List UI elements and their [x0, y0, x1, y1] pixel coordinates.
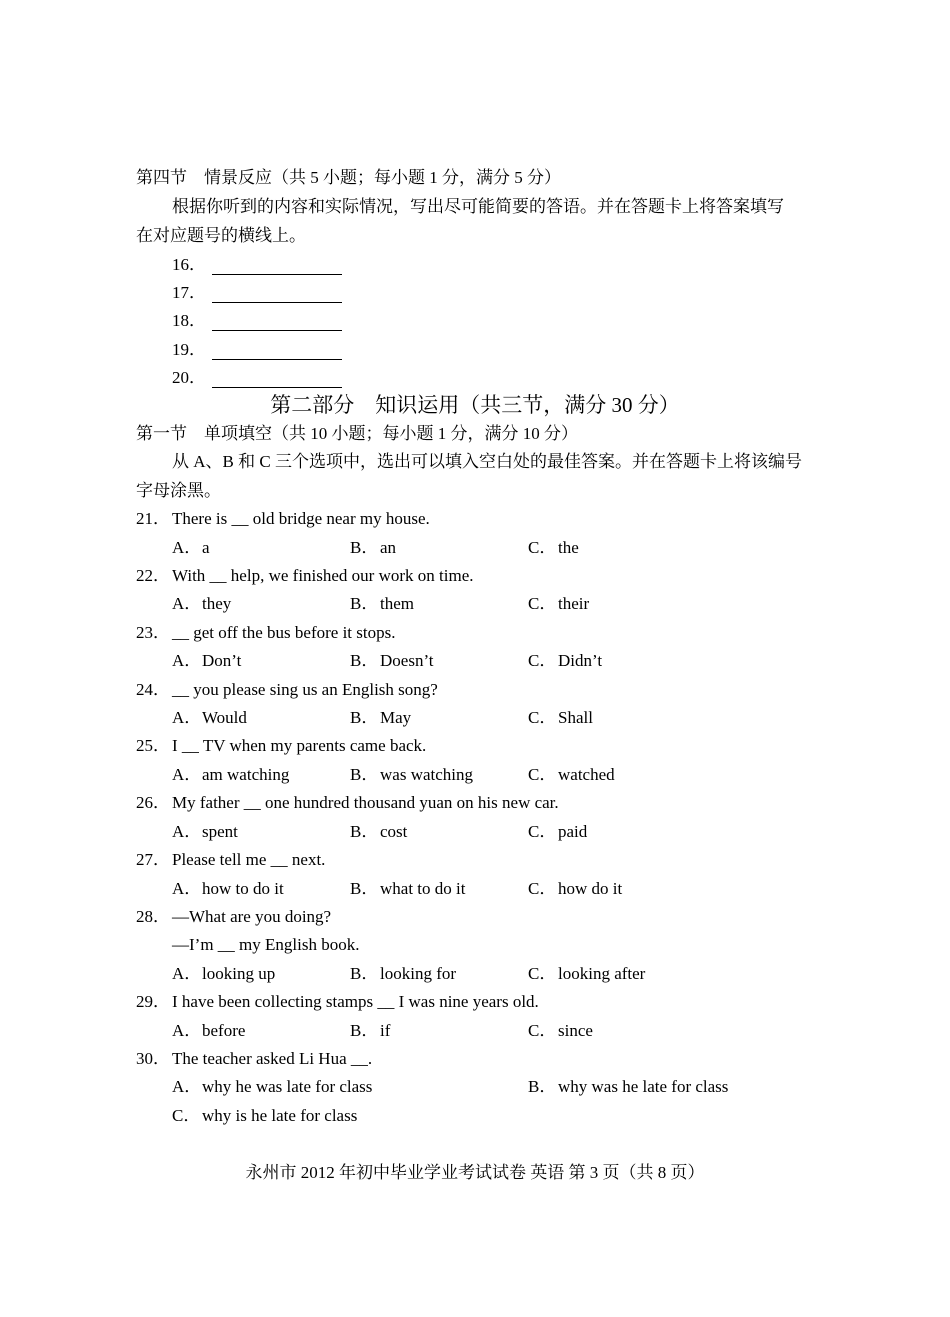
question-28-options: [172, 964, 872, 984]
option-b[interactable]: B．if: [350, 1021, 391, 1040]
question-stem: __ you please sing us an English song?: [172, 680, 438, 699]
question-stem: With __ help, we finished our work on time.: [172, 566, 474, 585]
option-a[interactable]: A．am watching: [172, 765, 290, 784]
question-number: 23．: [136, 623, 170, 642]
option-c[interactable]: C．Shall: [528, 708, 593, 727]
blank-number: 19．: [172, 340, 206, 359]
option-a[interactable]: A．Don’t: [172, 651, 242, 670]
blank-line: [212, 343, 342, 360]
question-23: [136, 623, 395, 643]
section4-instruction-line2: 在对应题号的横线上。: [136, 226, 306, 245]
question-28-stem-line2: —I’m __ my English book.: [172, 935, 360, 954]
option-b[interactable]: B．why was he late for class: [528, 1077, 729, 1096]
option-c[interactable]: C．paid: [528, 822, 588, 841]
question-21-options: [172, 538, 872, 558]
question-number: 22．: [136, 566, 170, 585]
question-stem: __ get off the bus before it stops.: [172, 623, 396, 642]
question-30: [136, 1049, 372, 1069]
question-stem: —What are you doing?: [172, 907, 332, 926]
question-22-options: [172, 594, 872, 614]
question-27-options: [172, 879, 872, 899]
blank-number: 18．: [172, 311, 206, 330]
option-b[interactable]: B．looking for: [350, 964, 457, 983]
answer-blank-18[interactable]: [172, 311, 342, 331]
option-a[interactable]: A．they: [172, 594, 232, 613]
question-25: [136, 736, 426, 756]
question-number: 29．: [136, 992, 170, 1011]
option-c[interactable]: C．Didn’t: [528, 651, 603, 670]
question-stem: My father __ one hundred thousand yuan on his new car.: [172, 793, 559, 812]
blank-number: 16．: [172, 255, 206, 274]
answer-blank-16[interactable]: [172, 255, 342, 275]
question-stem: I have been collecting stamps __ I was nine years old.: [172, 992, 539, 1011]
option-b[interactable]: B．May: [350, 708, 412, 727]
blank-number: 17．: [172, 283, 206, 302]
question-number: 30．: [136, 1049, 170, 1068]
option-a[interactable]: A．how to do it: [172, 879, 284, 898]
question-stem: There is __ old bridge near my house.: [172, 509, 430, 528]
section1-instruction-line1: 从 A、B 和 C 三个选项中，选出可以填入空白处的最佳答案。并在答题卡上将该编号: [172, 452, 802, 471]
question-stem: I __ TV when my parents came back.: [172, 736, 427, 755]
blank-line: [212, 258, 342, 275]
option-a[interactable]: A．why he was late for class: [172, 1077, 373, 1096]
question-29: [136, 992, 539, 1012]
option-c[interactable]: C．why is he late for class: [172, 1106, 358, 1125]
question-number: 25．: [136, 736, 170, 755]
page-footer: 永州市 2012 年初中毕业学业考试试卷 英语 第 3 页（共 8 页）: [245, 1163, 705, 1182]
question-number: 28．: [136, 907, 170, 926]
option-b[interactable]: B．an: [350, 538, 397, 557]
part2-title: 第二部分 知识运用（共三节，满分 30 分）: [270, 393, 680, 417]
question-24-options: [172, 708, 872, 728]
blank-line: [212, 286, 342, 303]
question-number: 26．: [136, 793, 170, 812]
question-23-options: [172, 651, 872, 671]
section4-heading: 第四节 情景反应（共 5 小题；每小题 1 分，满分 5 分）: [136, 168, 561, 187]
question-27: [136, 850, 325, 870]
blank-line: [212, 371, 342, 388]
option-c[interactable]: C．looking after: [528, 964, 646, 983]
question-30-options-row2: [172, 1106, 872, 1126]
question-26: [136, 793, 559, 813]
answer-blank-17[interactable]: [172, 283, 342, 303]
blank-line: [212, 314, 342, 331]
answer-blank-19[interactable]: [172, 340, 342, 360]
option-b[interactable]: B．them: [350, 594, 414, 613]
option-b[interactable]: B．cost: [350, 822, 408, 841]
blank-number: 20．: [172, 368, 206, 387]
option-c[interactable]: C．their: [528, 594, 590, 613]
question-30-options-row1: [172, 1077, 872, 1097]
question-number: 27．: [136, 850, 170, 869]
question-26-options: [172, 822, 872, 842]
section1-heading: 第一节 单项填空（共 10 小题；每小题 1 分，满分 10 分）: [136, 424, 578, 443]
section4-instruction-line1: 根据你听到的内容和实际情况，写出尽可能简要的答语。并在答题卡上将答案填写: [172, 197, 784, 216]
option-c[interactable]: C．how do it: [528, 879, 623, 898]
option-c[interactable]: C．watched: [528, 765, 615, 784]
question-21: [136, 509, 430, 529]
option-c[interactable]: C．since: [528, 1021, 593, 1040]
answer-blank-20[interactable]: [172, 368, 342, 388]
option-a[interactable]: A．looking up: [172, 964, 276, 983]
option-b[interactable]: B．was watching: [350, 765, 474, 784]
question-number: 24．: [136, 680, 170, 699]
option-a[interactable]: A．a: [172, 538, 210, 557]
question-28: [136, 907, 331, 927]
option-c[interactable]: C．the: [528, 538, 579, 557]
question-stem: Please tell me __ next.: [172, 850, 326, 869]
option-b[interactable]: B．what to do it: [350, 879, 466, 898]
question-22: [136, 566, 473, 586]
option-b[interactable]: B．Doesn’t: [350, 651, 434, 670]
section1-instruction-line2: 字母涂黑。: [136, 481, 221, 500]
question-stem: The teacher asked Li Hua __.: [172, 1049, 373, 1068]
question-24: [136, 680, 438, 700]
option-a[interactable]: A．Would: [172, 708, 247, 727]
option-a[interactable]: A．spent: [172, 822, 238, 841]
question-29-options: [172, 1021, 872, 1041]
question-number: 21．: [136, 509, 170, 528]
question-25-options: [172, 765, 872, 785]
option-a[interactable]: A．before: [172, 1021, 246, 1040]
